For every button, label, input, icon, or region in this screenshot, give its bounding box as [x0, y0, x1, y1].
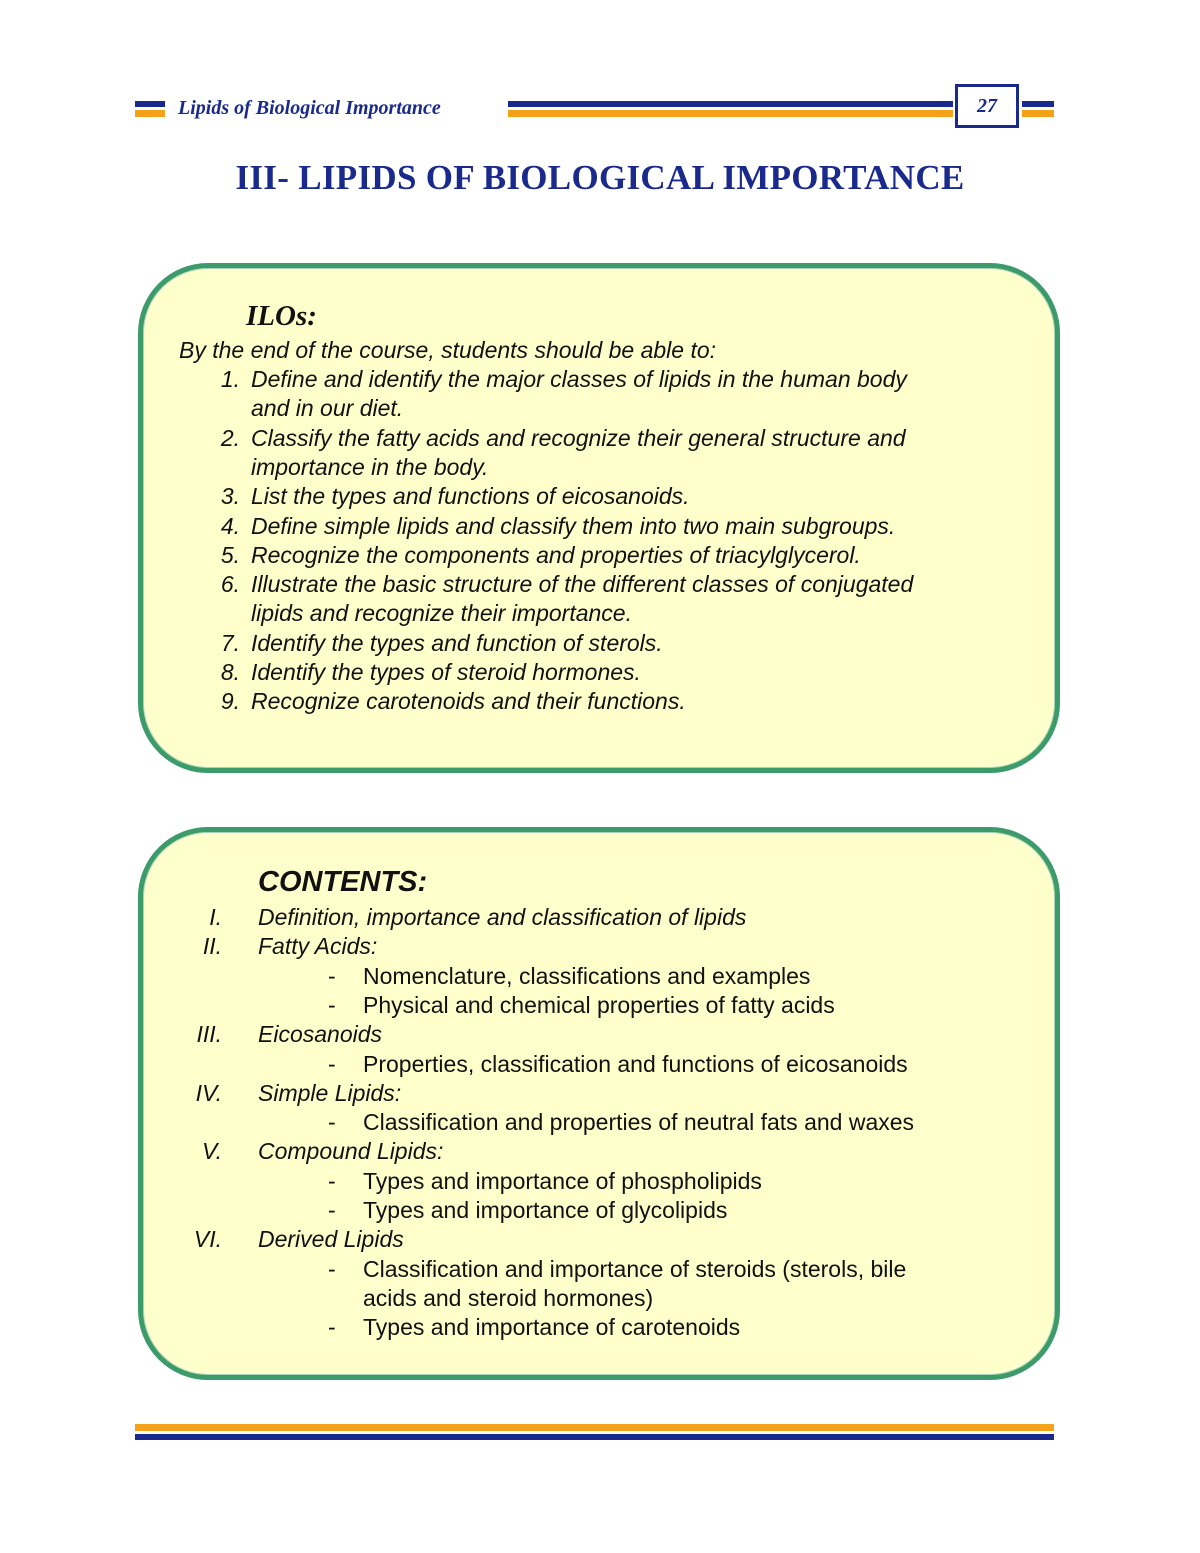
contents-section-number: VI. — [193, 1226, 222, 1253]
ilo-item-number: 8. — [220, 659, 240, 685]
contents-subitem: Physical and chemical properties of fatty acids — [363, 991, 835, 1018]
bullet-dash: - — [328, 991, 336, 1018]
bullet-dash: - — [328, 1167, 336, 1194]
ilo-item-number: 4. — [220, 512, 240, 539]
ilo-item-number: 1. — [220, 366, 240, 392]
ilo-item-number: 3. — [220, 483, 240, 510]
footer-stripe — [135, 1424, 1054, 1440]
header-mid-stripe — [508, 101, 953, 117]
bullet-dash: - — [328, 1314, 336, 1341]
contents-section-number: II. — [202, 933, 222, 960]
ilo-item-text: Define and identify the major classes of lipids in the human body — [251, 366, 907, 392]
ilo-item-text: Recognize carotenoids and their functions. — [251, 688, 686, 715]
page-number: 27 — [955, 84, 1019, 128]
contents-section-title: Derived Lipids — [258, 1226, 404, 1253]
bullet-dash: - — [328, 1050, 336, 1077]
contents-section-title: Eicosanoids — [258, 1021, 383, 1048]
running-title: Lipids of Biological Importance — [178, 97, 441, 119]
contents-section-title: Compound Lipids: — [258, 1138, 444, 1165]
contents-subitem: acids and steroid hormones) — [363, 1284, 654, 1311]
ilo-item-text: lipids and recognize their importance. — [251, 600, 632, 627]
ilos-intro: By the end of the course, students should be able to: — [179, 337, 717, 363]
ilo-item-text: Illustrate the basic structure of the different classes of conjugated — [251, 571, 914, 598]
contents-section-number: I. — [209, 904, 222, 930]
contents-section-title: Definition, importance and classification of lipids — [258, 904, 747, 930]
contents-subitem: Classification and importance of steroids (sterols, bile — [363, 1255, 907, 1282]
ilos-heading: ILOs: — [246, 300, 317, 332]
bullet-dash: - — [328, 1255, 336, 1282]
bullet-dash: - — [328, 1109, 336, 1136]
ilo-item-number: 2. — [220, 424, 240, 451]
contents-subitem: Properties, classification and functions of eicosanoids — [363, 1050, 908, 1077]
contents-subitem: Types and importance of glycolipids — [363, 1197, 728, 1223]
ilo-item-number: 7. — [220, 629, 240, 656]
ilo-item-number: 6. — [220, 571, 240, 598]
contents-section-number: IV. — [195, 1079, 222, 1106]
contents-section-title: Fatty Acids: — [258, 933, 378, 960]
ilo-item-text: Define simple lipids and classify them into two main subgroups. — [251, 512, 896, 539]
contents-subitem: Nomenclature, classifications and examples — [363, 962, 811, 989]
header-right-stripe — [1022, 101, 1054, 117]
ilo-item-text: importance in the body. — [251, 453, 489, 480]
contents-section-number: III. — [196, 1021, 222, 1048]
bullet-dash: - — [328, 962, 336, 989]
contents-subitem: Types and importance of phospholipids — [363, 1167, 762, 1194]
page-title: III- LIPIDS OF BIOLOGICAL IMPORTANCE — [235, 158, 965, 197]
contents-heading: CONTENTS: — [258, 866, 428, 898]
ilo-item-number: 5. — [220, 541, 240, 568]
ilo-item-text: and in our diet. — [251, 395, 404, 422]
ilo-item-text: List the types and functions of eicosanoids. — [251, 483, 690, 510]
header-left-stripe — [135, 101, 165, 117]
ilo-item-number: 9. — [220, 688, 240, 715]
ilo-item-text: Identify the types of steroid hormones. — [251, 659, 641, 685]
bullet-dash: - — [328, 1197, 336, 1223]
contents-subitem: Classification and properties of neutral fats and waxes — [363, 1109, 915, 1136]
contents-subitem: Types and importance of carotenoids — [363, 1314, 741, 1341]
ilo-item-text: Classify the fatty acids and recognize their general structure and — [251, 424, 906, 451]
contents-section-number: V. — [201, 1138, 222, 1165]
ilo-item-text: Recognize the components and properties of triacylglycerol. — [251, 541, 861, 568]
ilo-item-text: Identify the types and function of sterols. — [251, 629, 663, 656]
contents-section-title: Simple Lipids: — [258, 1079, 402, 1106]
